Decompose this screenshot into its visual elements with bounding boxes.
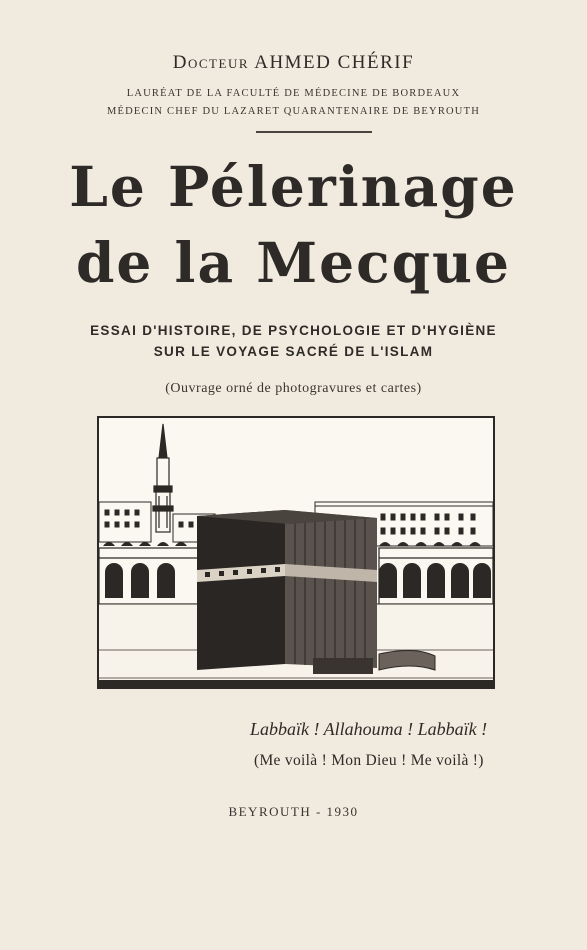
- kaaba-drawing: [197, 510, 377, 670]
- subtitle-line-2: SUR LE VOYAGE SACRÉ DE L'ISLAM: [153, 344, 434, 359]
- author-name: AHMED CHÉRIF: [254, 52, 415, 73]
- edition-note: (Ouvrage orné de photogravures et cartes): [165, 381, 422, 396]
- author-line: [0, 52, 587, 74]
- book-title-line-2: de la Mecque: [75, 230, 512, 295]
- author-credential-faculty: LAURÉAT DE LA FACULTÉ DE MÉDECINE DE BORDEAUX: [126, 88, 461, 99]
- talbiyah-motto: Labbaïk ! Allahouma ! Labbaïk !: [250, 719, 488, 739]
- author-credential-lazaret: MÉDECIN CHEF DU LAZARET QUARANTENAIRE DE BEYROUTH: [106, 106, 480, 117]
- divider-rule: [256, 131, 372, 133]
- motto-translation: (Me voilà ! Mon Dieu ! Me voilà !): [254, 752, 484, 769]
- book-title-line-1: Le Pélerinage: [69, 154, 518, 219]
- imprint-place-date: BEYROUTH - 1930: [228, 804, 359, 819]
- author-prefix: Docteur: [172, 52, 250, 73]
- kaaba-engraving-illustration: [97, 416, 495, 689]
- subtitle-line-1: ESSAI D'HISTOIRE, DE PSYCHOLOGIE ET D'HYGIÈNE: [90, 323, 497, 338]
